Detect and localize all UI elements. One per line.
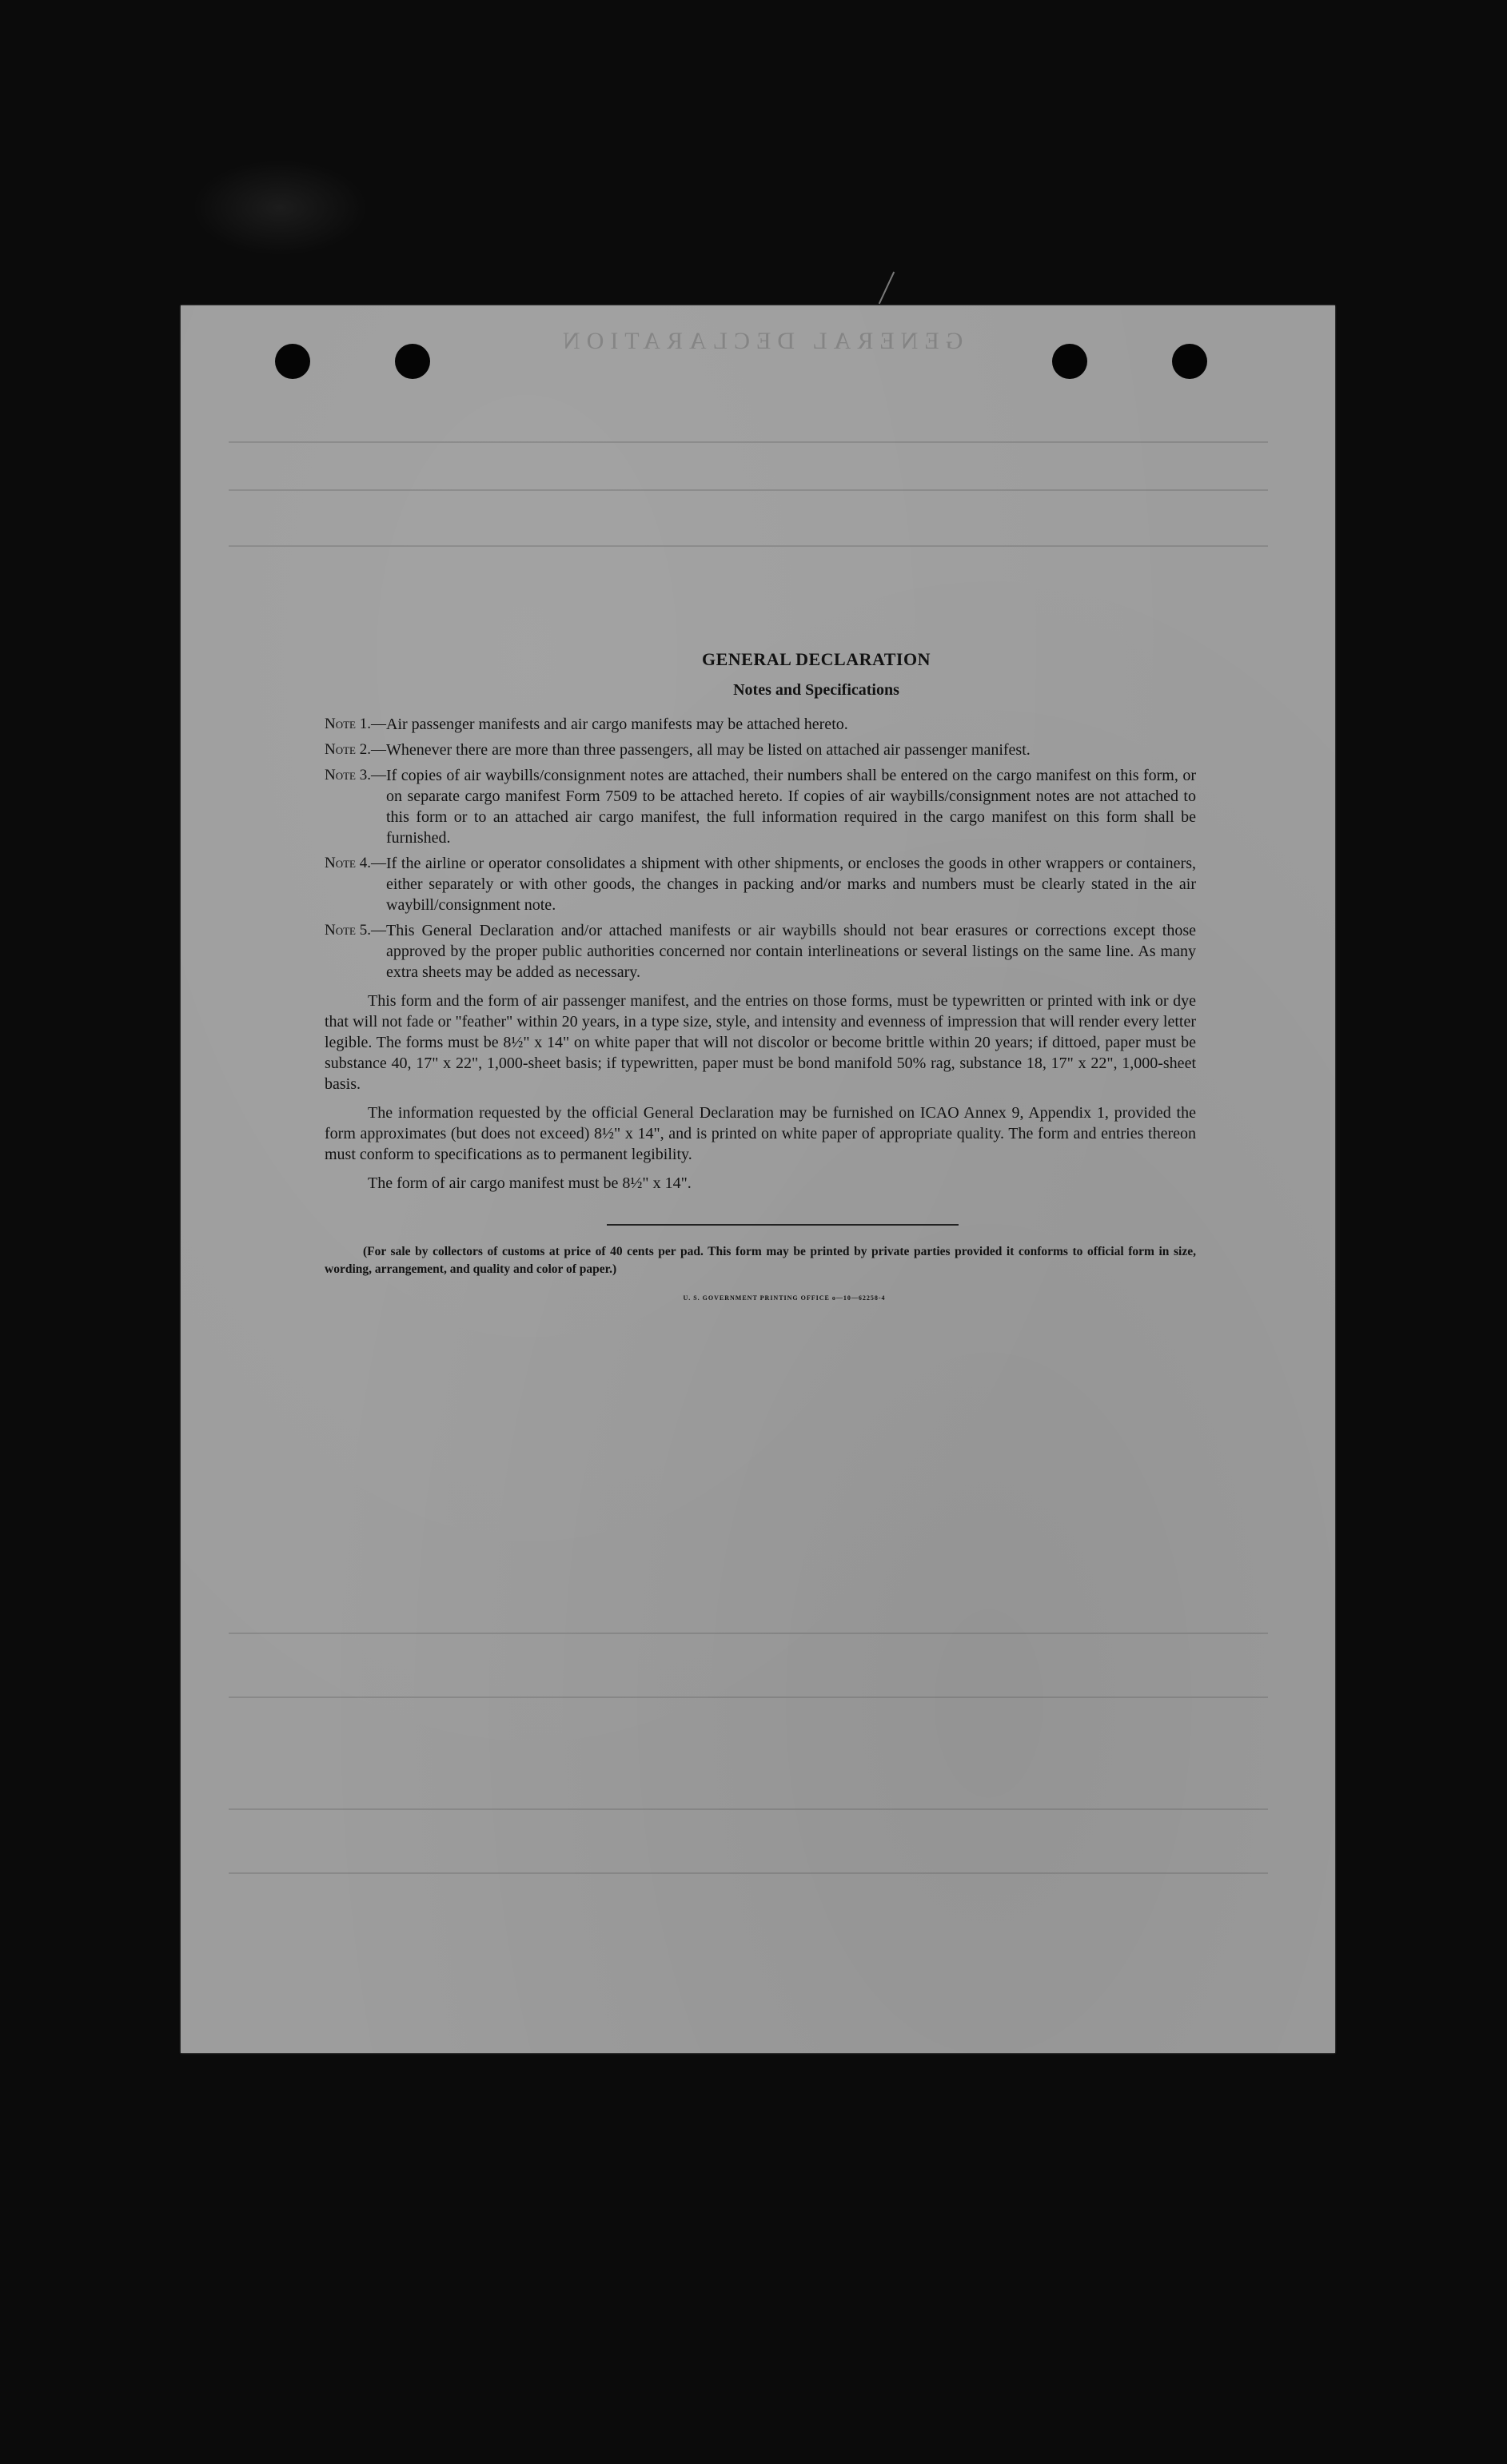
reverse-bleed-rule [229, 489, 1268, 491]
note-label: Note 3.— [325, 767, 386, 783]
page-subtitle: Notes and Specifications [733, 681, 899, 699]
reverse-bleed-rule [229, 1696, 1268, 1698]
divider-rule [607, 1224, 959, 1226]
note-text: If the airline or operator consolidates a shipment with other shipments, or encloses the goods in other wrappers or containers, either separately or with other goods, the changes in packing and/or marks and numbers must be clearly stated in the air waybill/consignment note. [386, 855, 1196, 914]
punch-hole-right-1 [1052, 344, 1087, 379]
note-text: This General Declaration and/or attached manifests or air waybills should not bear erasures or corrections except those approved by the proper public authorities concerned nor contain interlineations or several listings on the same line. As many extra sheets may be added as necessary. [386, 922, 1196, 981]
sale-notice: (For sale by collectors of customs at price of 40 cents per pad. This form may be printed by private parties provided it conforms to official form in size, wording, arrangement, and quality and color of paper.) [325, 1245, 1196, 1276]
note-label: Note 5.— [325, 922, 386, 939]
note-text: If copies of air waybills/consignment notes are attached, their numbers shall be entered on the cargo manifest on this form, or on separate cargo manifest Form 7509 to be attached hereto. If copies of air waybills/consignment notes are not attached to this form or to an attached air cargo manifest, the full information required in the cargo manifest on this form shall be furnished. [386, 767, 1196, 847]
reverse-bleed-heading: GENERAL DECLARATION [556, 328, 963, 354]
note-2 [325, 740, 1196, 760]
specification-paragraph: The information requested by the official General Declaration may be furnished on ICAO Annex 9, Appendix 1, provided the form approximates (but does not exceed) 8½" x 14", and is printed on white paper of appropriate quality. The form and entries thereon must conform to specifications as to permanent legibility. [325, 1104, 1196, 1163]
note-text: Air passenger manifests and air cargo manifests may be attached hereto. [386, 716, 848, 733]
note-label: Note 4.— [325, 855, 386, 871]
page-title: GENERAL DECLARATION [702, 649, 931, 669]
punch-hole-left-2 [395, 344, 430, 379]
reverse-bleed-rule [229, 441, 1268, 443]
note-label: Note 1.— [325, 716, 386, 732]
film-edge-shadow [192, 160, 368, 256]
reverse-bleed-rule [229, 1633, 1268, 1634]
note-label: Note 2.— [325, 741, 386, 758]
reverse-bleed-rule [229, 1872, 1268, 1874]
document-page [181, 305, 1335, 2053]
printing-office-imprint: U. S. GOVERNMENT PRINTING OFFICE o—10—62258-4 [683, 1294, 886, 1302]
note-5 [325, 920, 1196, 983]
note-4 [325, 853, 1196, 915]
declaration-notes [325, 649, 1196, 1302]
note-3 [325, 765, 1196, 848]
reverse-bleed-rule [229, 545, 1268, 547]
punch-hole-left-1 [275, 344, 310, 379]
paper-crease-mark [879, 272, 895, 305]
note-text: Whenever there are more than three passengers, all may be listed on attached air passenger manifest. [386, 741, 1031, 759]
punch-hole-right-2 [1172, 344, 1207, 379]
specification-paragraph: The form of air cargo manifest must be 8½" x 14". [368, 1174, 692, 1192]
reverse-bleed-rule [229, 1808, 1268, 1810]
specification-paragraph: This form and the form of air passenger manifest, and the entries on those forms, must be typewritten or printed with ink or dye that will not fade or "feather" within 20 years, in a type size, style, and intensity and evenness of impression that will render every letter legible. The forms must be 8½" x 14" on white paper that will not discolor or become brittle within 20 years; if dittoed, paper must be substance 40, 17" x 22", 1,000-sheet basis; if typewritten, paper must be bond manifold 50% rag, substance 18, 17" x 22", 1,000-sheet basis. [325, 992, 1196, 1093]
note-1 [325, 714, 1196, 735]
